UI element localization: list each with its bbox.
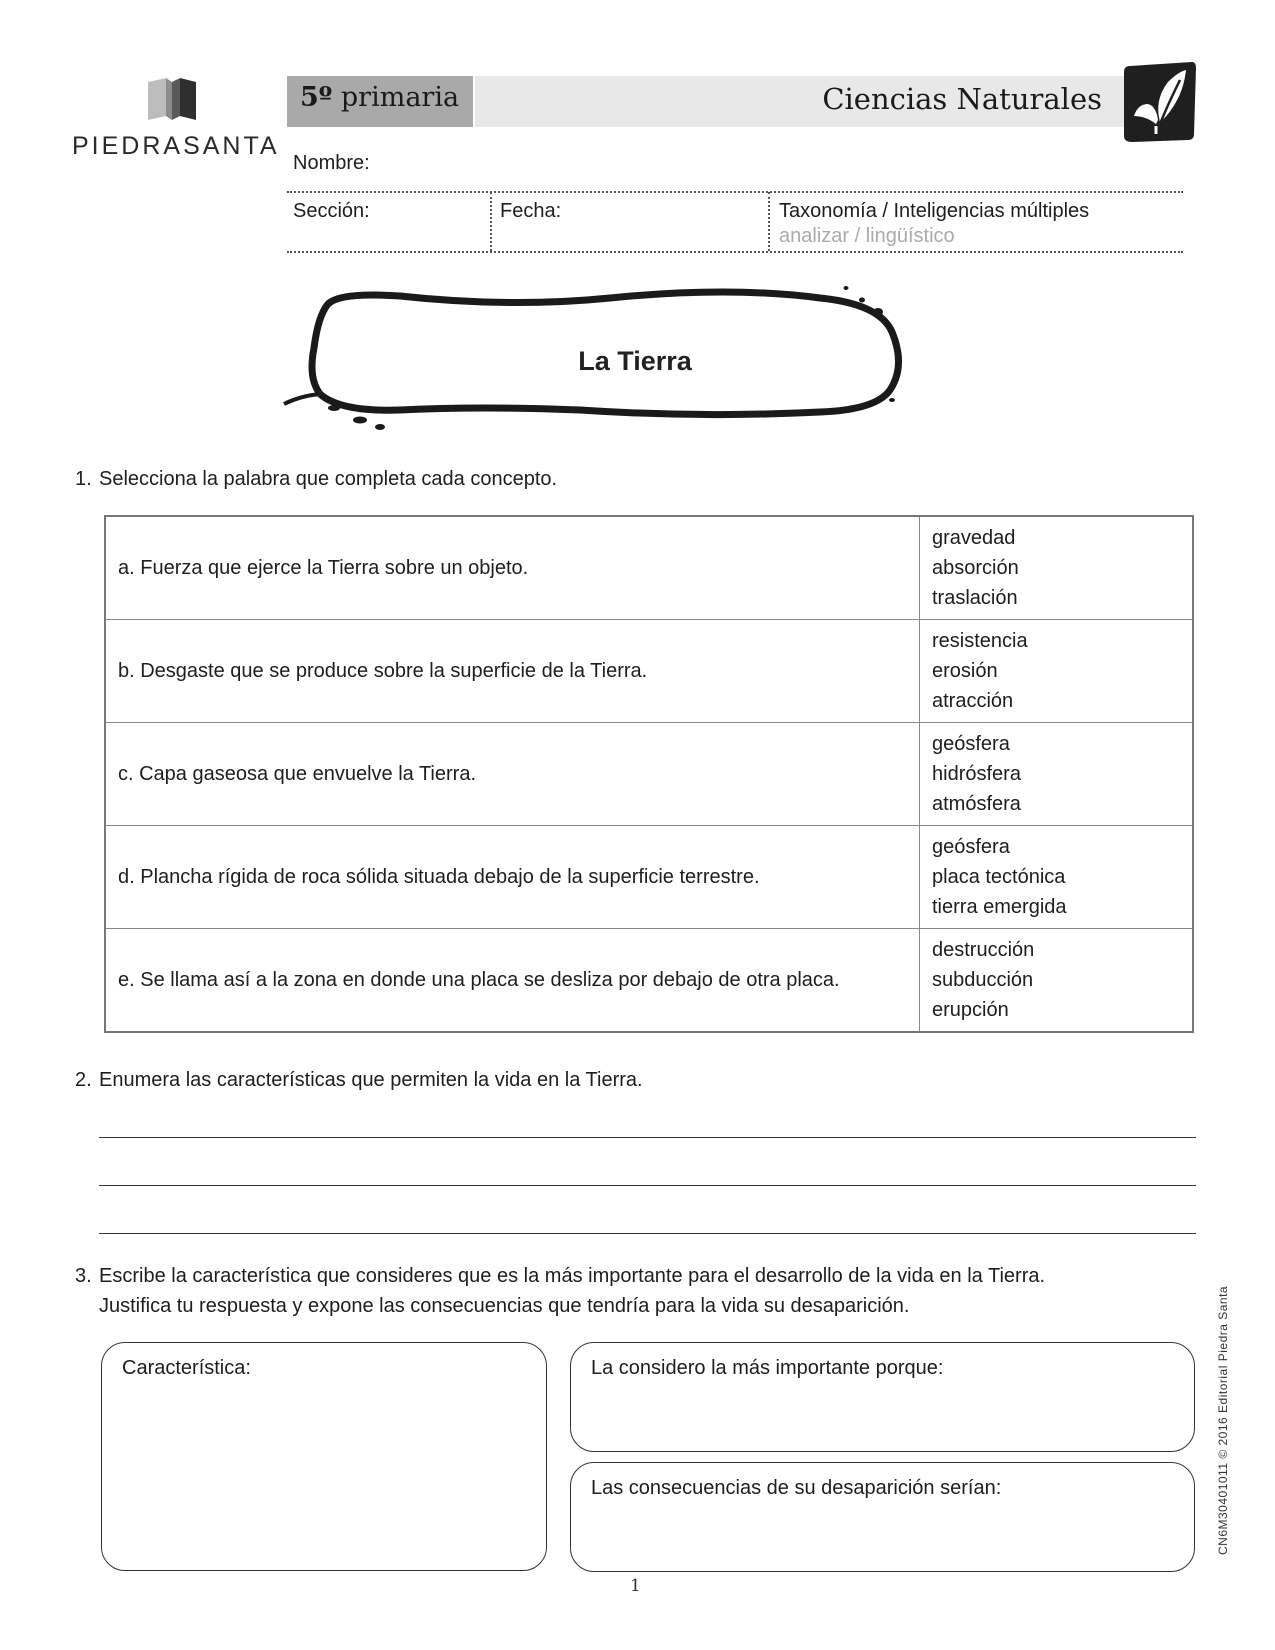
taxonomy-value: analizar / lingüístico (779, 225, 955, 247)
option-choice[interactable]: destrucción (932, 939, 1035, 961)
options-cell (920, 620, 1194, 723)
characteristic-answer-box[interactable] (101, 1342, 547, 1571)
section-label: Sección: (293, 200, 370, 222)
consequences-label: Las consecuencias de su desaparición serían: (591, 1477, 1002, 1499)
options-cell (920, 929, 1194, 1033)
option-choice[interactable]: geósfera (932, 733, 1010, 755)
concept-cell: e. Se llama así a la zona en donde una placa se desliza por debajo de otra placa. (105, 929, 920, 1033)
answer-line[interactable] (99, 1233, 1196, 1234)
table-row (105, 516, 1193, 620)
subject-title: Ciencias Naturales (822, 82, 1102, 116)
question-1-prompt: Selecciona la palabra que completa cada concepto. (99, 468, 558, 490)
table-row (105, 826, 1193, 929)
question-1-number: 1. (75, 468, 92, 490)
concept-cell: d. Plancha rígida de roca sólida situada debajo de la superficie terrestre. (105, 826, 920, 929)
brand-logo: PIEDRASANTA (72, 132, 280, 160)
option-choice[interactable]: traslación (932, 587, 1018, 609)
divider (490, 192, 492, 251)
question-3-prompt-line2: Justifica tu respuesta y expone las consecuencias que tendría para la vida su desaparición. (99, 1295, 910, 1317)
concept-cell: c. Capa gaseosa que envuelve la Tierra. (105, 723, 920, 826)
reason-label: La considero la más importante porque: (591, 1357, 944, 1379)
book-logo-icon (146, 76, 198, 124)
options-cell (920, 826, 1194, 929)
option-choice[interactable]: atmósfera (932, 793, 1021, 815)
option-choice[interactable]: placa tectónica (932, 866, 1066, 888)
characteristic-label: Característica: (122, 1357, 251, 1379)
option-choice[interactable]: atracción (932, 690, 1014, 712)
question-2-prompt: Enumera las características que permiten la vida en la Tierra. (99, 1069, 643, 1091)
option-choice[interactable]: hidrósfera (932, 763, 1021, 785)
options-cell (920, 516, 1194, 620)
option-choice[interactable]: subducción (932, 969, 1034, 991)
concept-cell: a. Fuerza que ejerce la Tierra sobre un objeto. (105, 516, 920, 620)
consequences-answer-box[interactable] (570, 1462, 1195, 1572)
concept-cell: b. Desgaste que se produce sobre la superficie de la Tierra. (105, 620, 920, 723)
grade-label: 5º primaria (300, 82, 460, 113)
options-cell (920, 723, 1194, 826)
name-label: Nombre: (293, 152, 370, 174)
question-3-prompt-line1: Escribe la característica que consideres que es la más importante para el desarrollo de la vida en la Tierra. (99, 1265, 1046, 1287)
question-2-number: 2. (75, 1069, 92, 1091)
option-choice[interactable]: erupción (932, 999, 1009, 1021)
taxonomy-label: Taxonomía / Inteligencias múltiples (779, 200, 1090, 222)
table-row (105, 929, 1193, 1033)
table-row (105, 723, 1193, 826)
table-row (105, 620, 1193, 723)
option-choice[interactable]: geósfera (932, 836, 1010, 858)
option-choice[interactable]: tierra emergida (932, 896, 1067, 918)
worksheet-title: La Tierra (578, 346, 692, 376)
copyright-code: CN6M3040101​1 © 2016 Editorial Piedra Santa (1216, 1285, 1230, 1555)
option-choice[interactable]: absorción (932, 557, 1019, 579)
concept-table (104, 515, 1194, 1033)
divider (287, 191, 1183, 193)
page-number: 1 (630, 1576, 641, 1596)
leaf-icon (1120, 60, 1198, 144)
answer-line[interactable] (99, 1137, 1196, 1138)
divider (287, 251, 1183, 253)
option-choice[interactable]: erosión (932, 660, 998, 682)
option-choice[interactable]: resistencia (932, 630, 1028, 652)
reason-answer-box[interactable] (570, 1342, 1195, 1452)
question-3-number: 3. (75, 1265, 92, 1287)
answer-line[interactable] (99, 1185, 1196, 1186)
option-choice[interactable]: gravedad (932, 527, 1016, 549)
date-label: Fecha: (500, 200, 562, 222)
divider (768, 192, 770, 251)
